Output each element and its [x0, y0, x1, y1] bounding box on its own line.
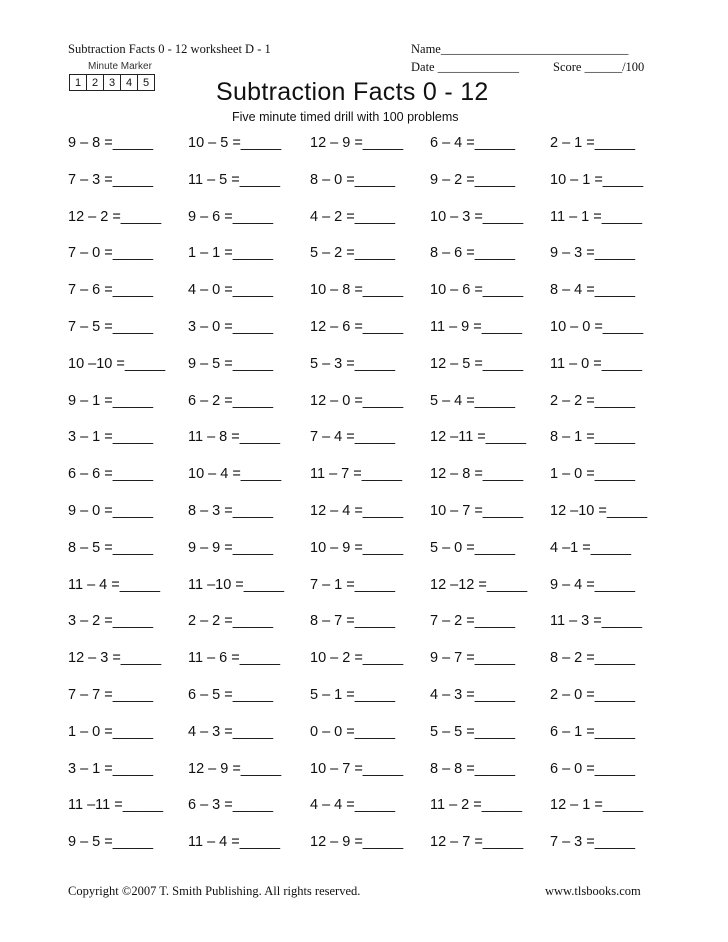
subtraction-problem[interactable]: 11 – 4 =_____ [188, 834, 281, 851]
minute-marker-table [69, 74, 155, 91]
minute-marker-cell[interactable]: 4 [121, 75, 138, 91]
subtraction-problem[interactable]: 11 – 0 =_____ [550, 355, 643, 372]
subtraction-problem[interactable]: 12 – 3 =_____ [68, 650, 162, 667]
subtraction-problem[interactable]: 5 – 4 =_____ [430, 392, 516, 409]
subtraction-problem[interactable]: 6 – 2 =_____ [188, 392, 274, 409]
problem-row [68, 464, 668, 501]
subtraction-problem[interactable]: 9 – 5 =_____ [68, 834, 154, 851]
subtraction-problem[interactable]: 1 – 1 =_____ [188, 245, 274, 262]
subtraction-problem[interactable]: 1 – 0 =_____ [550, 466, 636, 483]
subtraction-problem[interactable]: 5 – 2 =_____ [310, 245, 396, 262]
subtraction-problem[interactable]: 5 – 5 =_____ [430, 723, 516, 740]
subtraction-problem[interactable]: 9 – 6 =_____ [188, 208, 274, 225]
subtraction-problem[interactable]: 10 –10 =_____ [68, 355, 166, 372]
subtraction-problem[interactable]: 7 – 3 =_____ [68, 171, 154, 188]
subtraction-problem[interactable]: 8 – 8 =_____ [430, 760, 516, 777]
subtraction-problem[interactable]: 7 – 6 =_____ [68, 282, 154, 299]
subtraction-problem[interactable]: 11 – 9 =_____ [430, 318, 523, 335]
subtraction-problem[interactable]: 8 – 1 =_____ [550, 429, 636, 446]
website-link[interactable]: www.tlsbooks.com [545, 884, 641, 898]
copyright-notice: Copyright ©2007 T. Smith Publishing. All rights reserved. [68, 884, 361, 898]
problem-row [68, 133, 668, 170]
problem-row [68, 648, 668, 685]
subtraction-problem[interactable]: 7 – 4 =_____ [310, 429, 396, 446]
subtraction-problem[interactable]: 10 – 5 =_____ [188, 135, 282, 151]
problem-row [68, 759, 668, 796]
subtraction-problem[interactable]: 5 – 1 =_____ [310, 686, 396, 703]
problem-row [68, 538, 668, 575]
subtraction-problem[interactable]: 8 – 4 =_____ [550, 282, 636, 299]
problem-row [68, 280, 668, 317]
subtraction-problem[interactable]: 7 – 0 =_____ [68, 245, 154, 262]
subtraction-problem[interactable]: 9 – 1 =_____ [68, 392, 154, 409]
subtraction-problem[interactable]: 6 – 1 =_____ [550, 723, 636, 740]
subtraction-problem[interactable]: 12 – 9 =_____ [310, 834, 404, 851]
subtraction-problem[interactable]: 7 – 2 =_____ [430, 613, 516, 630]
subtraction-problem[interactable]: 12 – 7 =_____ [430, 834, 524, 851]
subtraction-problem[interactable]: 9 – 4 =_____ [550, 576, 636, 593]
subtraction-problem[interactable]: 8 – 5 =_____ [68, 539, 154, 556]
subtraction-problem[interactable]: 4 – 3 =_____ [430, 686, 516, 703]
subtraction-problem[interactable]: 9 – 2 =_____ [430, 171, 516, 188]
minute-marker-cell[interactable]: 5 [138, 75, 155, 91]
problem-row [68, 685, 668, 722]
subtraction-problem[interactable]: 11 – 5 =_____ [188, 171, 281, 188]
problem-row [68, 317, 668, 354]
name-field[interactable]: Name______________________________ [411, 42, 629, 56]
minute-marker-label: Minute Marker [88, 61, 152, 72]
subtraction-problem[interactable]: 3 – 2 =_____ [68, 613, 154, 630]
subtraction-problem[interactable]: 5 – 3 =_____ [310, 355, 396, 372]
minute-marker-cell[interactable]: 1 [70, 75, 87, 91]
subtraction-problem[interactable]: 9 – 9 =_____ [188, 539, 274, 556]
subtraction-problem[interactable]: 10 – 9 =_____ [310, 539, 404, 556]
subtraction-problem[interactable]: 8 – 0 =_____ [310, 171, 396, 188]
subtraction-problem[interactable]: 6 – 6 =_____ [68, 466, 154, 483]
minute-marker-cell[interactable]: 3 [104, 75, 121, 91]
subtraction-problem[interactable]: 8 – 6 =_____ [430, 245, 516, 262]
subtraction-problem[interactable]: 9 – 0 =_____ [68, 502, 154, 519]
subtraction-problem[interactable]: 10 – 4 =_____ [188, 466, 282, 483]
subtraction-problem[interactable]: 2 – 2 =_____ [188, 613, 274, 630]
problem-row [68, 575, 668, 612]
subtraction-problem[interactable]: 9 – 7 =_____ [430, 650, 516, 667]
subtraction-problem[interactable]: 4 – 3 =_____ [188, 723, 274, 740]
problem-row [68, 795, 668, 832]
score-field[interactable]: Score ______/100 [553, 60, 645, 74]
subtraction-problem[interactable]: 12 – 6 =_____ [310, 318, 404, 335]
subtraction-problem[interactable]: 9 – 3 =_____ [550, 245, 636, 262]
subtraction-problem[interactable]: 11 – 1 =_____ [550, 208, 643, 225]
subtraction-problem[interactable]: 12 –10 =_____ [550, 502, 648, 519]
problem-row [68, 207, 668, 244]
subtraction-problem[interactable]: 7 – 1 =_____ [310, 576, 396, 593]
subtraction-problem[interactable]: 7 – 7 =_____ [68, 686, 154, 703]
subtraction-problem[interactable]: 6 – 3 =_____ [188, 797, 274, 814]
subtraction-problem[interactable]: 11 –11 =_____ [68, 797, 164, 814]
subtraction-problem[interactable]: 12 – 8 =_____ [430, 466, 524, 483]
date-field[interactable]: Date _____________ [411, 60, 519, 74]
subtraction-problem[interactable]: 12 – 1 =_____ [550, 797, 644, 814]
problem-row [68, 391, 668, 428]
worksheet-title: Subtraction Facts 0 - 12 worksheet D - 1 [68, 42, 271, 56]
minute-marker-cell[interactable]: 2 [87, 75, 104, 91]
subtraction-problem[interactable]: 11 –10 =_____ [188, 576, 285, 593]
subtraction-problem[interactable]: 2 – 1 =_____ [550, 135, 636, 151]
subtraction-problem[interactable]: 11 – 4 =_____ [68, 576, 161, 593]
subtraction-problem[interactable]: 8 – 2 =_____ [550, 650, 636, 667]
subtraction-problem[interactable]: 12 – 5 =_____ [430, 355, 524, 372]
subtraction-problem[interactable]: 11 – 3 =_____ [550, 613, 643, 630]
problem-row [68, 427, 668, 464]
subtraction-problem[interactable]: 9 – 5 =_____ [188, 355, 274, 372]
subtraction-problem[interactable]: 11 – 2 =_____ [430, 797, 523, 814]
subtraction-problem[interactable]: 2 – 2 =_____ [550, 392, 636, 409]
subtraction-problem[interactable]: 10 – 7 =_____ [310, 760, 404, 777]
subtraction-problem[interactable]: 6 – 0 =_____ [550, 760, 636, 777]
subtraction-problem[interactable]: 10 – 1 =_____ [550, 171, 644, 188]
problem-row [68, 501, 668, 538]
subtraction-problem[interactable]: 1 – 0 =_____ [68, 723, 154, 740]
subtraction-problem[interactable]: 5 – 0 =_____ [430, 539, 516, 556]
subtraction-problem[interactable]: 8 – 7 =_____ [310, 613, 396, 630]
subtraction-problem[interactable]: 12 – 4 =_____ [310, 502, 404, 519]
page-subtitle: Five minute timed drill with 100 problems [232, 110, 459, 124]
subtraction-problem[interactable]: 4 – 4 =_____ [310, 797, 396, 814]
subtraction-problem[interactable]: 12 – 9 =_____ [188, 760, 282, 777]
problem-row [68, 354, 668, 391]
subtraction-problem[interactable]: 10 – 8 =_____ [310, 282, 404, 299]
subtraction-problem[interactable]: 12 –11 =_____ [430, 429, 527, 446]
subtraction-problem[interactable]: 4 – 0 =_____ [188, 282, 274, 299]
subtraction-problem[interactable]: 11 – 8 =_____ [188, 429, 281, 446]
subtraction-problem[interactable]: 3 – 0 =_____ [188, 318, 274, 335]
subtraction-problem[interactable]: 7 – 5 =_____ [68, 318, 154, 335]
problem-row [68, 243, 668, 280]
problem-row [68, 722, 668, 759]
subtraction-problem[interactable]: 3 – 1 =_____ [68, 429, 154, 446]
subtraction-problem[interactable]: 10 – 6 =_____ [430, 282, 524, 299]
page-title: Subtraction Facts 0 - 12 [216, 78, 489, 106]
subtraction-problem[interactable]: 11 – 7 =_____ [310, 466, 403, 483]
subtraction-problem[interactable]: 11 – 6 =_____ [188, 650, 281, 667]
subtraction-problem[interactable]: 4 –1 =_____ [550, 539, 632, 556]
problem-row [68, 170, 668, 207]
subtraction-problem[interactable]: 10 – 2 =_____ [310, 650, 404, 667]
subtraction-problem[interactable]: 2 – 0 =_____ [550, 686, 636, 703]
subtraction-problem[interactable]: 12 – 0 =_____ [310, 392, 404, 409]
subtraction-problem[interactable]: 12 – 2 =_____ [68, 208, 162, 225]
subtraction-problem[interactable]: 9 – 8 =_____ [68, 135, 154, 151]
subtraction-problem[interactable]: 3 – 1 =_____ [68, 760, 154, 777]
subtraction-problem[interactable]: 12 –12 =_____ [430, 576, 528, 593]
subtraction-problem[interactable]: 0 – 0 =_____ [310, 723, 396, 740]
subtraction-problem[interactable]: 7 – 3 =_____ [550, 834, 636, 851]
subtraction-problem[interactable]: 6 – 4 =_____ [430, 135, 516, 151]
subtraction-problem[interactable]: 10 – 3 =_____ [430, 208, 524, 225]
problem-row [68, 611, 668, 648]
subtraction-problem[interactable]: 10 – 7 =_____ [430, 502, 524, 519]
problem-row [68, 832, 668, 869]
subtraction-problem[interactable]: 8 – 3 =_____ [188, 502, 274, 519]
subtraction-problem[interactable]: 12 – 9 =_____ [310, 135, 404, 151]
subtraction-problem[interactable]: 4 – 2 =_____ [310, 208, 396, 225]
problem-grid [68, 133, 668, 869]
subtraction-problem[interactable]: 10 – 0 =_____ [550, 318, 644, 335]
subtraction-problem[interactable]: 6 – 5 =_____ [188, 686, 274, 703]
